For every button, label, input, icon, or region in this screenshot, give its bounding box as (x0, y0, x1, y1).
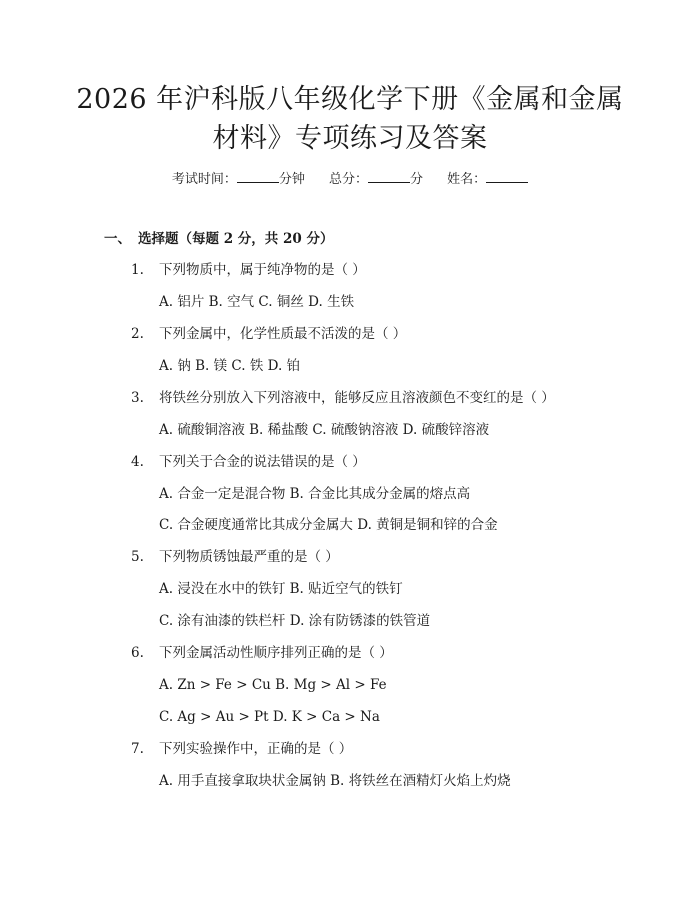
question-6 (131, 643, 393, 663)
question-1 (131, 260, 366, 280)
question-6-options-line-2: C. Ag > Au > Pt D. K > Ca > Na (159, 709, 380, 725)
question-number: 7. (131, 741, 144, 757)
question-number: 4. (131, 454, 144, 470)
exam-time-blank (237, 169, 279, 183)
document-title-line-2: 材料》专项练习及答案 (212, 123, 488, 154)
section-number: 一、 (104, 231, 131, 247)
question-text: 下列金属中，化学性质最不活泼的是（ ） (159, 326, 407, 342)
question-5-options-line-1: A. 浸没在水中的铁钉 B. 贴近空气的铁钉 (159, 581, 403, 597)
question-2 (131, 324, 406, 344)
exam-time-unit: 分钟 (278, 172, 305, 187)
question-number: 6. (131, 645, 144, 661)
total-score-unit: 分 (410, 172, 424, 187)
question-3 (131, 388, 555, 408)
section-title: 选择题（每题 2 分，共 20 分） (138, 231, 334, 247)
document-title-line-1: 2026 年沪科版八年级化学下册《金属和金属 (76, 84, 624, 115)
question-text: 下列金属活动性顺序排列正确的是（ ） (159, 645, 393, 661)
question-1-options: A. 铝片 B. 空气 C. 铜丝 D. 生铁 (159, 294, 355, 310)
question-text: 下列关于合金的说法错误的是（ ） (159, 454, 366, 470)
section-heading (104, 229, 333, 249)
question-number: 3. (131, 390, 144, 406)
question-text: 下列物质中，属于纯净物的是（ ） (159, 262, 366, 278)
exam-time-field (172, 169, 305, 190)
total-score-label: 总分： (328, 172, 368, 187)
question-number: 2. (131, 326, 144, 342)
student-name-field (447, 169, 528, 190)
question-4 (131, 452, 366, 472)
exam-time-label: 考试时间： (171, 172, 237, 187)
student-name-blank (486, 169, 528, 183)
question-4-options-line-2: C. 合金硬度通常比其成分金属大 D. 黄铜是铜和锌的合金 (159, 517, 498, 533)
question-text: 下列物质锈蚀最严重的是（ ） (159, 549, 339, 565)
total-score-blank (368, 169, 410, 183)
question-text: 将铁丝分别放入下列溶液中，能够反应且溶液颜色不变红的是（ ） (159, 390, 555, 406)
question-2-options: A. 钠 B. 镁 C. 铁 D. 铂 (159, 358, 301, 374)
question-5-options-line-2: C. 涂有油漆的铁栏杆 D. 涂有防锈漆的铁管道 (159, 613, 431, 629)
total-score-field (329, 169, 423, 190)
question-text: 下列实验操作中，正确的是（ ） (159, 741, 353, 757)
question-7-options: A. 用手直接拿取块状金属钠 B. 将铁丝在酒精灯火焰上灼烧 (159, 773, 511, 789)
student-name-label: 姓名： (447, 172, 487, 187)
exam-info-line (0, 169, 700, 190)
question-3-options: A. 硫酸铜溶液 B. 稀盐酸 C. 硫酸钠溶液 D. 硫酸锌溶液 (159, 422, 490, 438)
question-6-options-line-1: A. Zn > Fe > Cu B. Mg > Al > Fe (159, 677, 387, 693)
question-number: 5. (131, 549, 144, 565)
question-7 (131, 739, 352, 759)
question-5 (131, 547, 339, 567)
question-number: 1. (131, 262, 144, 278)
question-4-options-line-1: A. 合金一定是混合物 B. 合金比其成分金属的熔点高 (159, 486, 471, 502)
